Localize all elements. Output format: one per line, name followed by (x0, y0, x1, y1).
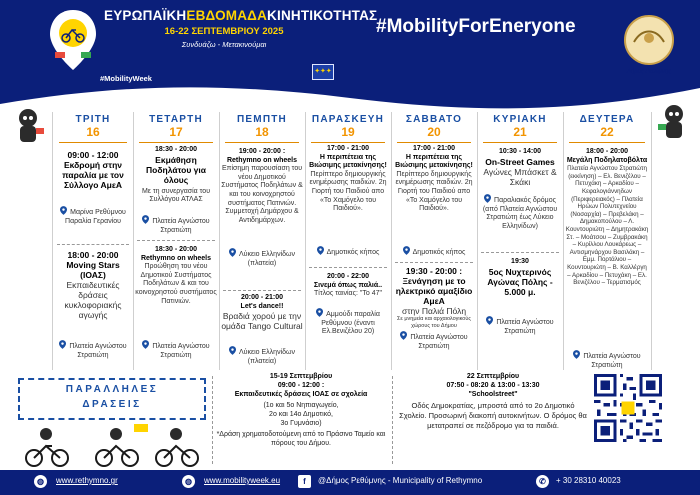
event-title: Let's dance!! (240, 302, 284, 310)
header-wave (0, 78, 700, 112)
event-location: Δημοτικός κήπος (393, 246, 475, 258)
divider (311, 142, 385, 143)
event-location: Μαρίνα Ρεθύμνου Παραλία Γερανίου (55, 206, 131, 226)
day-name: ΔΕΥΤΕΡΑ (579, 114, 635, 125)
week-hashtag: #MobilityWeek (100, 74, 152, 83)
globe-icon: ◍ (34, 475, 47, 488)
phone-icon: ✆ (536, 475, 549, 488)
location-pin-icon (573, 350, 580, 359)
event-location: Πλατεία Αγνώστου Στρατιώτη (393, 331, 475, 351)
event-location: Αμμούδι παραλία Ρεθύμνου (έναντι Ελ.Βενιζέλου 20) (307, 308, 389, 337)
event (135, 146, 217, 205)
location-pin-icon (229, 248, 236, 257)
event-location: Πλατεία Αγνώστου Στρατιώτη (135, 215, 217, 235)
activity-title: "Schoolstreet" (468, 391, 518, 398)
event (55, 150, 131, 190)
event-location: Λύκειο Ελληνίδων (πλατεία) (221, 248, 303, 268)
event-description: Επίσημη παρουσίαση του νέου Δημοτικού Συστήματος Ποδηλάτων & και του κοινοχρηστού συστήματος Πατινιών. Συμμετοχή Δημάρχου & Αντιδημάρχων. (221, 165, 303, 224)
footer (0, 470, 700, 495)
day-column-saturday (391, 112, 478, 370)
day-number: 22 (600, 125, 614, 139)
event-title: Σινεμά όπως παλιά.. (313, 281, 383, 289)
activity-line: (1ο και 5ο Νηπιαγωγείο, (263, 402, 339, 409)
event-time: 18:00 - 20:00 (67, 250, 119, 260)
parallel-activities (0, 370, 700, 470)
child-illustration (8, 104, 48, 150)
day-column-thursday (219, 112, 306, 370)
facebook-icon: f (298, 475, 311, 488)
event-time: 19:30 (511, 258, 529, 265)
location-pin-icon (486, 316, 493, 325)
event (479, 258, 561, 297)
event-description: Τίτλος ταινίας: "To 47" (314, 290, 382, 298)
event-description: Με τη συνεργασία του Συλλόγου ΑΤΛΑΣ (141, 187, 211, 204)
day-number: 20 (427, 125, 441, 139)
divider (395, 262, 473, 263)
event-title: Μεγάλη Ποδηλατοβόλτα (566, 156, 648, 164)
event-title: Ξενάγηση με το ηλεκτρικό αμαξίδιο ΑμεΑ (395, 276, 473, 306)
day-column-sunday (477, 112, 564, 370)
event-note: Σε μνημεία και αρχαιολογικούς χώρους του Δήμου (396, 316, 472, 329)
divider (392, 376, 394, 464)
location-pin-icon (229, 346, 236, 355)
event (307, 273, 389, 299)
event-description: Εκπαιδευτικές δράσεις κυκλοφοριακής αγωγής (64, 280, 122, 320)
event-time: 18:30 - 20:00 (154, 246, 198, 253)
rethymno-logo (612, 8, 686, 92)
location-pin-icon (484, 194, 491, 203)
day-column-tuesday (53, 112, 134, 370)
event-description: Περίπτερο δημιουργικής ενημέρωσης παιδιών. 2η Γιορτή του Παιδιού απο «Το Χαμόγελο του Παιδιού». (395, 170, 473, 213)
day-column-wednesday (133, 112, 220, 370)
divider (309, 267, 387, 268)
location-pin-icon (142, 215, 149, 224)
child-illustration (654, 100, 694, 146)
activity-time: 09:00 - 12:00 : (277, 382, 325, 389)
divider (59, 142, 127, 143)
location-pin-icon (316, 308, 323, 317)
event (221, 148, 303, 225)
week-dates: 16-22 ΣΕΠΤΕΜΒΡΙΟΥ 2025 (164, 26, 284, 37)
divider (225, 142, 299, 143)
location-pin-icon (60, 206, 67, 215)
activity-time: 07:50 - 08:20 & 13:00 - 13:30 (446, 382, 540, 389)
divider (137, 240, 215, 241)
event-description: Αγώνες Μπάσκετ & Σκάκι (483, 166, 557, 187)
day-column-friday (305, 112, 392, 370)
globe-icon: ◍ (182, 475, 195, 488)
event-location: Λύκειο Ελληνίδων (πλατεία) (221, 346, 303, 366)
event-title: Rethymno on wheels (226, 156, 297, 164)
day-name: ΤΡΙΤΗ (75, 114, 111, 125)
event-time: 20:00 - 22:00 (326, 273, 370, 280)
event (393, 266, 475, 330)
rethymno-website-link[interactable]: www.rethymno.gr (56, 476, 118, 485)
event-description: Προώθηση του νέου Δημοτικού Συστήματος Ποδηλάτων & και του κοινοχρηστού συστήματος Πατινιών. (135, 263, 217, 305)
day-number: 16 (86, 125, 100, 139)
activity-line: 3ο Γυμνάσιο) (280, 420, 322, 427)
activity-line: 2ο και 14ο Δημοτικό, (269, 411, 333, 418)
event (565, 148, 649, 287)
week-slogan: Συνδυάζω - Μετακινούμαι (181, 40, 267, 49)
event-time: 18:30 - 20:00 (154, 146, 198, 153)
location-pin-icon (403, 246, 410, 255)
event-time: 09:00 - 12:00 (67, 150, 119, 160)
cyclists-illustration (14, 420, 210, 468)
event-time: 17:00 - 21:00 (326, 145, 370, 152)
event-time: 10:30 - 14:00 (498, 148, 542, 155)
activity-dates: 15-19 Σεπτεμβρίου (269, 373, 333, 380)
header-banner (0, 0, 700, 112)
location-pin-icon (59, 340, 66, 349)
day-number: 18 (255, 125, 269, 139)
qr-code[interactable] (594, 374, 662, 442)
activity-title: Εκπαιδευτικές δράσεις ΙΟΑΣ σε σχολεία (234, 391, 368, 398)
event-location: Πλατεία Αγνώστου Στρατιώτη (55, 340, 131, 360)
location-pin-icon (400, 331, 407, 340)
divider (481, 252, 559, 253)
facebook-page-link[interactable]: @Δήμος Ρεθύμνης - Municipality of Rethymno (318, 476, 483, 485)
day-number: 17 (169, 125, 183, 139)
event-title: On-Street Games (485, 156, 555, 167)
main-hashtag: #MobilityForEneryone (376, 16, 576, 37)
day-name: ΤΕΤΑΡΤΗ (149, 114, 203, 125)
activity-note: *Δράση χρηματοδοτούμενη από το Πράσινο Ταμείο και πόρους του Δήμου. (216, 431, 386, 447)
event-time: 19:00 - 20:00 : (238, 148, 286, 155)
location-pin-icon (142, 340, 149, 349)
day-name: ΚΥΡΙΑΚΗ (493, 114, 547, 125)
badge-line: ΠΑΡΑΛΛΗΛΕΣ (65, 384, 159, 395)
event-title: Η περιπέτεια της Βιώσιμης μετακίνησης! (395, 153, 473, 170)
event-time: 20:00 - 21:00 (240, 294, 284, 301)
event-title: Moving Stars (ΙΟΑΣ) (66, 260, 120, 280)
municipality-text: Δήμος Ρεθύμνης (626, 69, 672, 75)
parallel-activities-badge (18, 378, 206, 420)
phone-number[interactable]: + 30 28310 40023 (556, 476, 621, 485)
divider (223, 290, 301, 291)
event-title: Εκδρομή στην παραλία με τον Σύλλογο ΑμεΑ (62, 160, 124, 190)
event (393, 145, 475, 214)
divider (139, 142, 213, 143)
event-location: Παραλιακός δρόμος (από Πλατεία Αγνώστου Στρατιώτη έως Λύκειο Ελληνίδων) (479, 194, 561, 231)
event (307, 145, 389, 214)
eu-flag-icon: ✦✦✦ (312, 64, 334, 80)
mobilityweek-website-link[interactable]: www.mobilityweek.eu (204, 476, 281, 485)
event-title: 5ος Νυχτερινός Αγώνας Πόλης - 5.000 μ. (487, 266, 553, 297)
event-time: 17:00 - 21:00 (412, 145, 456, 152)
event-description: Περίπτερο δημιουργικής ενημέρωσης παιδιών. 2η Γιορτή του Παιδιού απο «Το Χαμόγελο του Παιδιού». (309, 170, 387, 213)
divider (483, 142, 557, 143)
day-column-monday (563, 112, 652, 370)
weekly-schedule (52, 112, 651, 370)
day-number: 21 (513, 125, 527, 139)
location-pin-icon (317, 246, 324, 255)
day-name: ΠΕΜΠΤΗ (237, 114, 287, 125)
activity-schoolstreet (398, 370, 588, 431)
divider (569, 142, 645, 143)
event-description: Πλατεία Αγνώστου Στρατιώτη (εκκίνηση) – Ελ. Βενιζέλου – Πετυχάκη – Αρκαδίου – Κεφαλογιάννηδων (Περιφερειακός) – Πλατεία Ηρώων Πολυτεχνείου (Νοσαρχία) – Πρεβελάκη – Δημακοπούλου – Λ. Κουντουριώτη – Δημητρακάκη Στ. – Μοάτσου – Ζυμβρακάκη – Κυρίλλου Λουκάρεως – Αντισμηνάρχου Βασιλάκη – Εμμ. Πορτάλιου – Κουντουριώτη – Β. Καλλέργη – Αρκαδίου – Πετυχάκη – Ελ. Βενιζέλου – Τερματισμός (565, 165, 649, 287)
divider (57, 244, 129, 245)
day-name: ΣΑΒΒΑΤΟ (405, 114, 463, 125)
mobility-week-logo (46, 8, 100, 72)
event-title: Η περιπέτεια της Βιώσιμης μετακίνησης! (309, 153, 387, 170)
event-location: Δημοτικός κήπος (307, 246, 389, 258)
event-location: Πλατεία Αγνώστου Στρατιώτη (479, 316, 561, 336)
activity-dates: 22 Σεπτεμβρίου (466, 373, 520, 380)
badge-line: ΔΡΑΣΕΙΣ (82, 399, 142, 410)
event-title: Εκμάθηση Ποδηλάτου για όλους (146, 154, 206, 185)
event (479, 148, 561, 187)
event (221, 294, 303, 331)
activity-school-education (216, 370, 386, 448)
event-description: Βραδιά χορού με την ομάδα Tango Cultural (221, 311, 303, 332)
week-title: ΕΥΡΩΠΑΪΚΗΕΒΔΟΜΑΔΑΚΙΝΗΤΙΚΟΤΗΤΑΣ (104, 8, 378, 23)
day-number: 19 (341, 125, 355, 139)
event-location: Πλατεία Αγνώστου Στρατιώτη (565, 350, 649, 370)
divider (212, 376, 214, 464)
event-location: Πλατεία Αγνώστου Στρατιώτη (135, 340, 217, 360)
activity-description: Οδός Δημοκρατίας, μπροστά από το 2ο Δημοτικό Σχολείο. Προσωρινή διακοπή αυτοκινήτων. Ο δρόμος θα μετατραπεί σε πεζόδρομο για τα παιδιά. (399, 401, 587, 430)
event (135, 246, 217, 306)
event-description: στην Παλιά Πόλη (401, 306, 467, 316)
event-time: 18:00 - 20:00 (585, 148, 629, 155)
divider (397, 142, 471, 143)
event-time: 19:30 - 20:00 : (405, 266, 463, 276)
event (55, 250, 131, 320)
event-title: Rethymno on wheels (140, 254, 211, 262)
day-name: ΠΑΡΑΣΚΕΥΗ (311, 114, 385, 125)
